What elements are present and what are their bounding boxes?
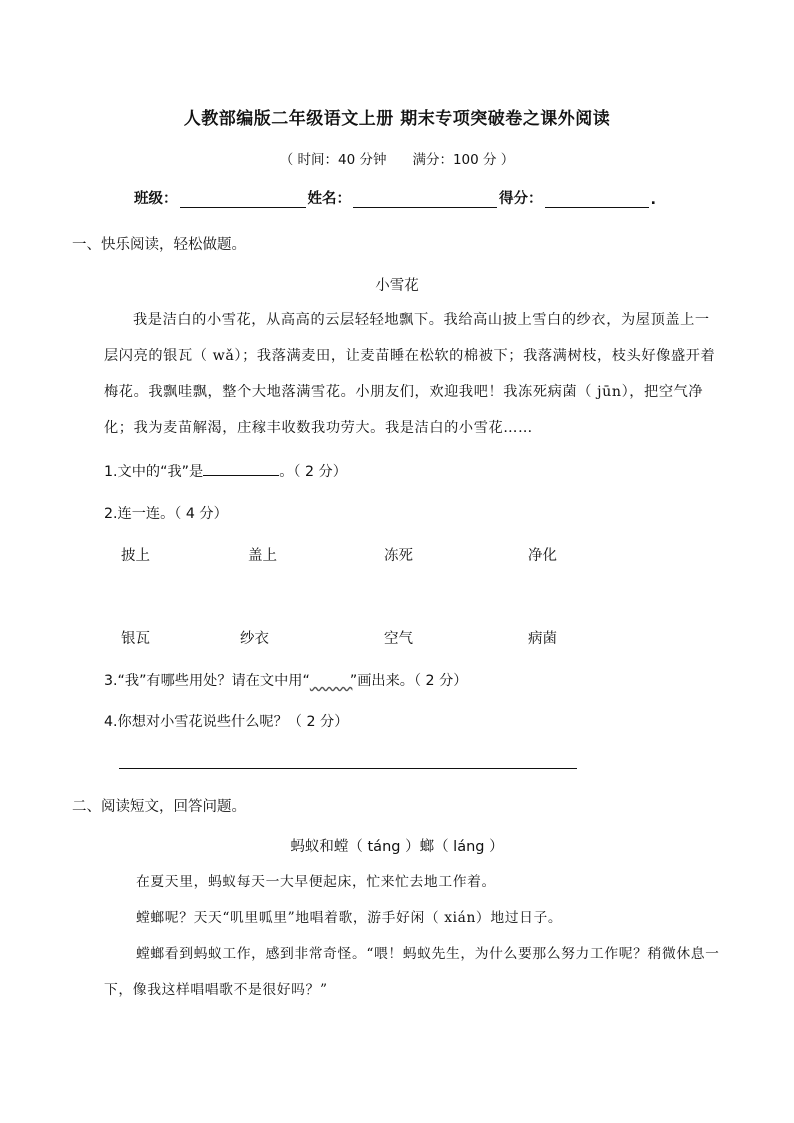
question-4: 4.你想对小雪花说些什么呢？（ 2 分）: [104, 714, 349, 730]
class-label: 班级：: [134, 191, 178, 207]
question-1-text: 1.文中的“我”是: [104, 464, 204, 480]
passage-paragraph: 我是洁白的小雪花，从高高的云层轻轻地飘下。我给高山披上雪白的纱衣，为屋顶盖上一层闪亮的银瓦（ wǎ）；我落满麦田，让麦苗睡在松软的棉被下；我落满树枝，枝头好像盛开着梅花。我飘哇飘，整个大地落满雪花。小朋友们，欢迎我吧！我冻死病菌（ jūn），把空气净化；我为麦苗解渴，庄稼丰收数我功劳大。我是洁白的小雪花……: [104, 312, 716, 436]
match-word-bottom[interactable]: 纱衣: [240, 631, 269, 647]
match-word-bottom[interactable]: 空气: [384, 631, 413, 647]
section-2-heading: 二、阅读短文，回答问题。: [72, 799, 246, 815]
name-field[interactable]: [353, 189, 497, 208]
info-end-mark: .: [650, 192, 657, 208]
story-paragraph: 在夏天里，蚂蚁每天一大早便起床，忙来忙去地工作着。: [136, 874, 496, 890]
match-word-bottom[interactable]: 银瓦: [121, 631, 150, 647]
question-3: [104, 670, 467, 690]
full-score: 满分：100 分 ）: [412, 152, 515, 168]
answer-blank-1[interactable]: [203, 461, 279, 476]
section-1-heading: 一、快乐阅读，轻松做题。: [72, 237, 246, 253]
class-field[interactable]: [180, 189, 306, 208]
time-limit: （ 时间：40 分钟: [279, 152, 387, 168]
question-3-text: 3.“我”有哪些用处？请在文中用“: [104, 673, 310, 689]
match-word-top[interactable]: 净化: [528, 548, 557, 564]
exam-meta: [0, 148, 794, 168]
wavy-line-mark: [310, 673, 350, 689]
match-word-top[interactable]: 冻死: [384, 548, 413, 564]
match-word-top[interactable]: 盖上: [248, 548, 277, 564]
story-title: 蚂蚁和螳（ táng ）螂（ láng ）: [290, 839, 504, 855]
question-1-points: 。（ 2 分）: [279, 464, 347, 480]
match-word-bottom[interactable]: 病菌: [528, 631, 557, 647]
question-3-points: ”画出来。（ 2 分）: [349, 673, 468, 689]
score-field[interactable]: [545, 189, 649, 208]
poem-title: 小雪花: [375, 278, 419, 294]
match-word-top[interactable]: 披上: [121, 548, 150, 564]
story-paragraph: 螳螂看到蚂蚁工作，感到非常奇怪。“喂！蚂蚁先生，为什么要那么努力工作呢？稍微休息一下，像我这样唱唱歌不是很好吗？”: [104, 946, 720, 998]
story-text: [104, 864, 744, 1008]
student-info-row: [134, 187, 656, 208]
score-label: 得分：: [499, 191, 543, 207]
question-2: 2.连一连。（ 4 分）: [104, 506, 228, 522]
reading-passage: [104, 302, 724, 446]
answer-line-4[interactable]: [119, 768, 577, 769]
name-label: 姓名：: [307, 191, 351, 207]
story-paragraph: 螳螂呢？天天“叽里呱里”地唱着歌，游手好闲（ xián）地过日子。: [136, 910, 563, 926]
question-1: [104, 461, 347, 481]
page-title: 人教部编版二年级语文上册 期末专项突破卷之课外阅读: [183, 109, 611, 129]
